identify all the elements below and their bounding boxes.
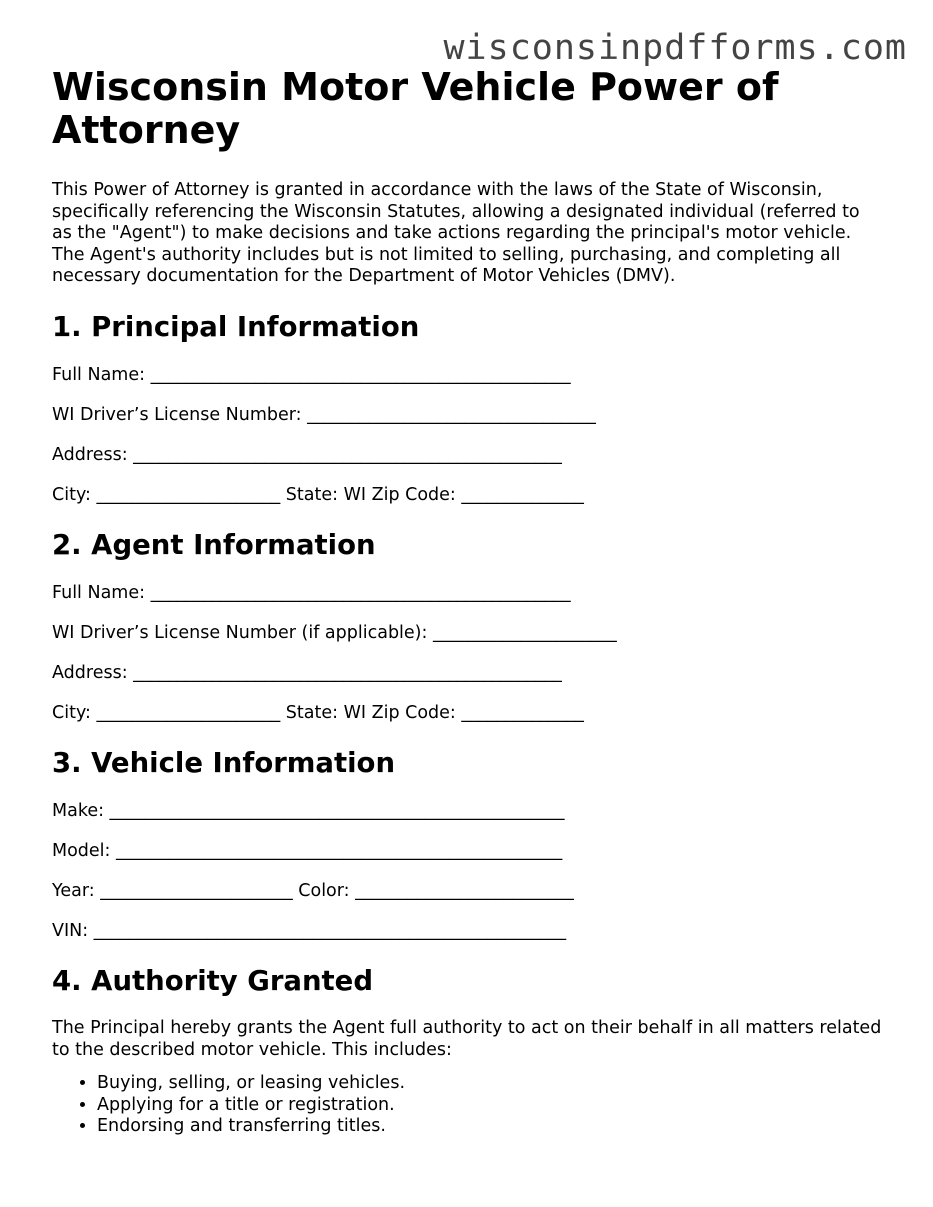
principal-address-field[interactable]: Address: _________________________________________________ (52, 444, 562, 465)
authority-section (52, 964, 882, 1138)
vehicle-year-color-field[interactable]: Year: ______________________ Color: _________________________ (52, 880, 574, 901)
agent-section (52, 528, 882, 742)
intro-paragraph: This Power of Attorney is granted in accordance with the laws of the State of Wisconsin, specifically referencing the Wisconsin Statutes, allowing a designated individual (referred to as the "Agent") to make decisions and take actions regarding the principal's motor vehicle. The Agent's authority includes but is not limited to selling, purchasing, and completing all necessary documentation for the Department of Motor Vehicles (DMV). (52, 180, 860, 287)
authority-paragraph: The Principal hereby grants the Agent full authority to act on their behalf in all matters related to the described motor vehicle. This includes: (52, 1017, 882, 1060)
principal-city-state-zip-field[interactable]: City: _____________________ State: WI Zip Code: ______________ (52, 484, 584, 505)
agent-city-state-zip-field[interactable]: City: _____________________ State: WI Zip Code: ______________ (52, 702, 584, 723)
agent-heading: 2. Agent Information (52, 528, 376, 561)
vehicle-vin-field[interactable]: VIN: ______________________________________________________ (52, 920, 567, 941)
vehicle-model-field[interactable]: Model: ___________________________________________________ (52, 840, 563, 861)
authority-list-item: • Applying for a title or registration. (97, 1095, 882, 1117)
agent-address-field[interactable]: Address: _________________________________________________ (52, 662, 562, 683)
vehicle-make-field[interactable]: Make: ____________________________________________________ (52, 800, 565, 821)
principal-heading: 1. Principal Information (52, 310, 420, 343)
watermark: wisconsinpdfforms.com (443, 28, 907, 68)
authority-heading: 4. Authority Granted (52, 964, 374, 997)
agent-license-field[interactable]: WI Driver’s License Number (if applicable): _____________________ (52, 622, 617, 643)
document-page (52, 66, 882, 1142)
authority-list (52, 1073, 882, 1138)
vehicle-section (52, 746, 882, 960)
authority-list-item: • Buying, selling, or leasing vehicles. (97, 1073, 882, 1095)
principal-license-field[interactable]: WI Driver’s License Number: _________________________________ (52, 404, 596, 425)
agent-full-name-field[interactable]: Full Name: ________________________________________________ (52, 582, 571, 603)
page-title: Wisconsin Motor Vehicle Power of Attorney (52, 65, 779, 152)
principal-section (52, 310, 882, 524)
authority-list-item: • Endorsing and transferring titles. (97, 1116, 882, 1138)
vehicle-heading: 3. Vehicle Information (52, 746, 396, 779)
principal-full-name-field[interactable]: Full Name: ________________________________________________ (52, 364, 571, 385)
